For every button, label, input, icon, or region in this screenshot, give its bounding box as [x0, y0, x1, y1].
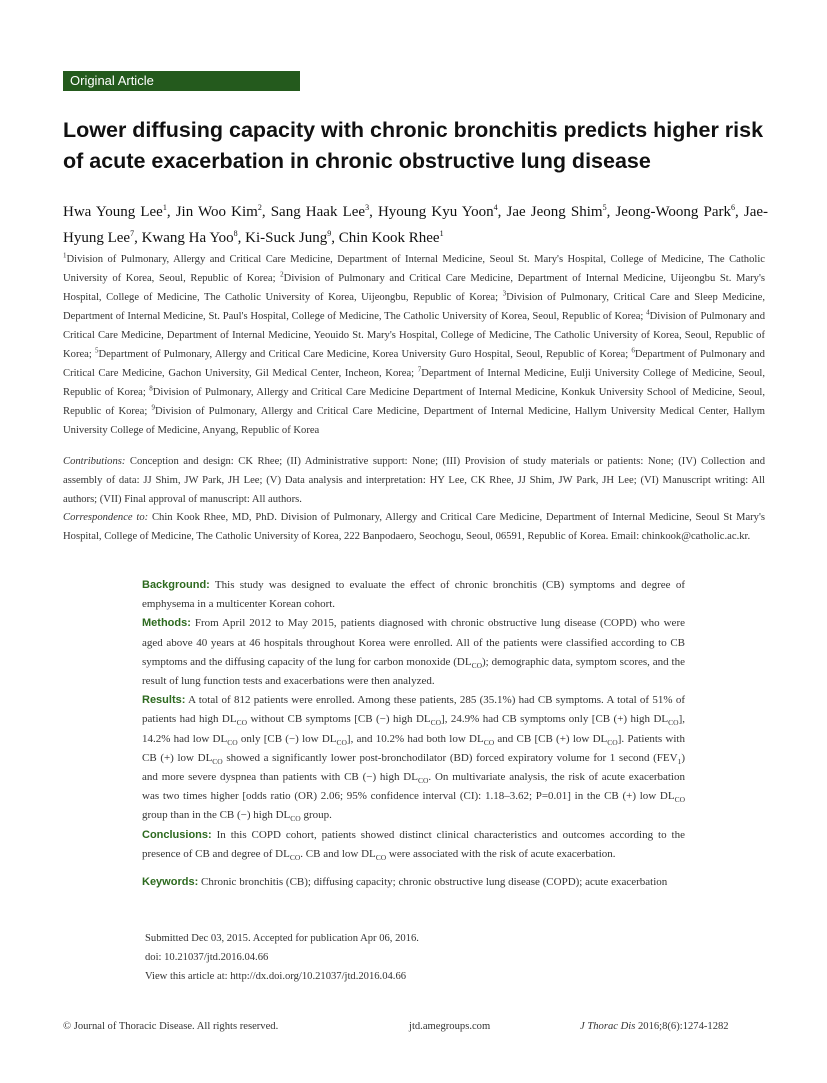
- section-label: Background:: [142, 579, 210, 591]
- affiliation-text: Division of Pulmonary, Allergy and Critical Care Medicine, Department of Internal Medicine, Hallym University Medical Center, Hallym University College of Medicine, Anyang, Republic of Korea: [63, 406, 766, 436]
- doi: doi: 10.21037/jtd.2016.04.66: [145, 952, 269, 963]
- journal-abbrev: J Thorac Dis: [580, 1021, 636, 1032]
- affiliation-number: 3: [502, 289, 507, 298]
- affiliation-text: Department of Internal Medicine, Eulji University College of Medicine, Seoul, Republic of Korea;: [63, 368, 765, 398]
- abstract: [142, 576, 685, 892]
- subscript: CO: [607, 737, 618, 747]
- affiliation-text: Division of Pulmonary, Critical Care and Sleep Medicine, Department of Internal Medicine, St. Paul's Hospital, College of Medicine, The Catholic University of Korea, Seoul, Republic of Korea;: [63, 292, 765, 322]
- author: [378, 204, 498, 220]
- text: were associated with the risk of acute exacerbation.: [386, 847, 616, 860]
- article-type-badge: Original Article: [63, 71, 300, 91]
- affiliation-text: Department of Pulmonary, Allergy and Critical Care Medicine, Korea University Guro Hospital, Seoul, Republic of Korea;: [98, 349, 632, 360]
- affiliation: [63, 403, 766, 436]
- keywords-label: Keywords:: [142, 876, 199, 889]
- author: [615, 204, 735, 220]
- text: only [CB (−) low DL: [237, 732, 337, 745]
- abstract-section-methods: [142, 614, 685, 691]
- journal-site-link[interactable]: jtd.amegroups.com: [409, 1021, 491, 1032]
- author-affiliation-number: 4: [493, 203, 498, 212]
- correspondence-text: Chin Kook Rhee, MD, PhD. Division of Pulmonary, Allergy and Critical Care Medicine, Department of Internal Medicine, Seoul St Mary's Hospital, College of Medicine, The Catholic University of Korea, 222 Banpodaero, Seochogu, Seoul, 06591, Republic of Korea. Email: chinkook@catholic.ac.kr.: [63, 512, 765, 542]
- affiliation-number: 8: [149, 384, 153, 393]
- citation-text: 2016;8(6):1274-1282: [635, 1021, 729, 1032]
- correspondence: [63, 508, 765, 546]
- subscript: CO: [227, 737, 238, 747]
- article-link[interactable]: View this article at: http://dx.doi.org/10.21037/jtd.2016.04.66: [145, 971, 407, 982]
- contributions-label: Contributions:: [63, 456, 126, 467]
- subscript: 1: [677, 757, 682, 767]
- text: ); demographic data, symptom scores, and the result of lung function tests and exacerbations were then analyzed.: [142, 655, 685, 688]
- text: ) and more severe dyspnea than patients with CB (−) high DL: [142, 751, 685, 784]
- author-affiliation-number: 5: [602, 203, 607, 212]
- text: group than in the CB (−) high DL: [142, 809, 291, 822]
- correspondence-label: Correspondence to:: [63, 512, 149, 523]
- subscript: CO: [336, 737, 347, 747]
- affiliation-text: Division of Pulmonary, Allergy and Critical Care Medicine Department of Internal Medicine, Konkuk University School of Medicine, Seoul, Republic of Korea;: [63, 387, 765, 417]
- text: showed a significantly lower post-bronchodilator (BD) forced expiratory volume for 1 second (FEV: [222, 751, 678, 764]
- author-name: Jae-Hyung Lee: [63, 204, 769, 246]
- text: ]. Patients with CB (+) low DL: [142, 732, 685, 764]
- author: [176, 204, 262, 220]
- affiliation: [95, 346, 632, 360]
- text: . On multivariate analysis, the risk of acute exacerbation was two times higher [odds ratio (OR) 2.06; 95% confidence interval (CI): 1.18–3.62; P=0.01] in the CB (+) low DL: [142, 771, 685, 803]
- text: From April 2012 to May 2015, patients diagnosed with chronic obstructive lung disease (COPD) who were aged above 40 years at 46 hospitals throughout Korea were enrolled. All of the patients were classified according to CB symptoms and the diffusing capacity of the lung for carbon monoxide (DL: [142, 617, 685, 668]
- affiliation-text: Division of Pulmonary and Critical Care Medicine, Department of Internal Medicine, Yeouido St. Mary's Hospital, College of Medicine, The Catholic University of Korea, Seoul, Republic of Korea;: [63, 311, 765, 360]
- author: [507, 204, 607, 220]
- affiliation-number: 7: [417, 365, 422, 374]
- text: This study was designed to evaluate the effect of chronic bronchitis (CB) symptoms and degree of emphysema in a multicenter Korean cohort.: [142, 579, 685, 611]
- subscript: CO: [289, 853, 301, 863]
- author-name: Sang Haak Lee: [270, 204, 366, 220]
- author: [271, 204, 369, 220]
- affiliation-number: 9: [151, 403, 155, 412]
- affiliation-text: Division of Pulmonary, Allergy and Critical Care Medicine, Department of Internal Medicine, Seoul St. Mary's Hospital, College of Medicine, The Catholic University of Korea, Seoul, Republic of Korea;: [63, 254, 765, 284]
- author-list: Hwa Young Lee$^1$, Jin Woo Kim$^2$, Sang Haak Lee$^3$, Hyoung Kyu Yoon$^4$, Jae Jeong Shim$^5$, Jeong-Woong Park$^6$, Jae-Hyung Lee$^7$, Kwang Ha Yoo$^8$, Ki-Suck Jung$^9$, Chin Kook Rhee$^1$: [63, 203, 769, 246]
- author-name: Jeong-Woong Park: [615, 204, 732, 220]
- keywords-text: Chronic bronchitis (CB); diffusing capacity; chronic obstructive lung disease (COPD); acute exacerbation: [198, 876, 668, 889]
- citation: [580, 1021, 729, 1032]
- author: [339, 230, 444, 246]
- text: group.: [300, 809, 332, 822]
- author-affiliation-number: 1: [162, 203, 167, 212]
- author-affiliation-number: 9: [327, 229, 332, 238]
- contributions: [63, 452, 765, 509]
- author-name: Hwa Young Lee: [63, 204, 163, 220]
- affiliations: [63, 250, 765, 440]
- author-name: Jin Woo Kim: [175, 204, 258, 220]
- author-affiliation-number: 6: [731, 203, 736, 212]
- author: [245, 230, 331, 246]
- subscript: CO: [430, 718, 442, 728]
- author-name: Jae Jeong Shim: [506, 204, 603, 220]
- subscript: CO: [212, 757, 223, 767]
- keywords: [142, 873, 685, 892]
- author-name: Ki-Suck Jung: [245, 230, 328, 246]
- copyright: © Journal of Thoracic Disease. All rights reserved.: [63, 1021, 279, 1032]
- author-affiliation-number: 8: [233, 229, 238, 238]
- section-label: Results:: [142, 694, 186, 707]
- subscript: CO: [375, 853, 387, 863]
- article-title: Lower diffusing capacity with chronic bronchitis predicts higher risk of acute exacerbation in chronic obstructive lung disease: [63, 118, 764, 173]
- affiliation-number: 6: [631, 346, 635, 355]
- abstract-section-results: [142, 691, 685, 825]
- author-name: Kwang Ha Yoo: [141, 230, 234, 246]
- affiliation-number: 1: [63, 251, 67, 260]
- subscript: CO: [674, 795, 685, 805]
- author: [142, 230, 238, 246]
- contributions-text: Conception and design: CK Rhee; (II) Administrative support: None; (III) Provision of study materials or patients: None; (IV) Collection and assembly of data: JJ Shim, JW Park, JH Lee; (V) Data analysis and interpretation: HY Lee, CK Rhee, JJ Shim, JW Park, JH Lee; (VI) Manuscript writing: All authors; (VII) Final approval of manuscript: All authors.: [63, 456, 765, 505]
- publication-info: [145, 929, 419, 986]
- affiliation-text: Division of Pulmonary and Critical Care Medicine, Department of Internal Medicine, Uijeongbu St. Mary's Hospital, College of Medicine, The Catholic University of Korea, Uijeongbu, Republic of Korea;: [63, 273, 765, 303]
- text: ], and 10.2% had both low DL: [346, 732, 484, 745]
- author-name: Hyoung Kyu Yoon: [377, 204, 494, 220]
- section-label: Methods:: [142, 617, 191, 630]
- text: ], 14.2% had low DL: [142, 713, 685, 745]
- text: without CB symptoms [CB (−) high DL: [247, 713, 431, 726]
- subscript: CO: [290, 814, 301, 824]
- author-affiliation-number: 7: [130, 229, 135, 238]
- text: A total of 812 patients were enrolled. Among these patients, 285 (35.1%) had CB symptoms. A total of 51% of patients had high DL: [142, 694, 685, 726]
- affiliation-number: 4: [646, 308, 650, 317]
- subscript: CO: [668, 718, 679, 728]
- text: ], 24.9% had CB symptoms only [CB (+) high DL: [441, 713, 669, 726]
- text: In this COPD cohort, patients showed distinct clinical characteristics and outcomes according to the presence of CB and degree of DL: [142, 828, 685, 860]
- affiliation-number: 5: [95, 346, 99, 355]
- text: and CB [CB (+) low DL: [494, 732, 608, 745]
- affiliation-number: 2: [280, 270, 284, 279]
- subscript: CO: [417, 776, 429, 786]
- submitted-date: Submitted Dec 03, 2015. Accepted for publication Apr 06, 2016.: [145, 933, 419, 944]
- author-affiliation-number: 1: [439, 229, 444, 238]
- author-affiliation-number: 3: [365, 203, 370, 212]
- author-affiliation-number: 2: [257, 203, 262, 212]
- subscript: CO: [483, 737, 495, 747]
- subscript: CO: [236, 718, 248, 728]
- author: [63, 204, 167, 220]
- abstract-section-background: [142, 576, 685, 614]
- affiliation-text: Department of Pulmonary and Critical Care Medicine, Gachon University, Gil Medical Center, Incheon, Korea;: [63, 349, 765, 379]
- subscript: CO: [471, 661, 483, 670]
- author-name: Chin Kook Rhee: [338, 230, 440, 246]
- abstract-section-conclusions: [142, 826, 685, 864]
- section-label: Conclusions:: [142, 828, 212, 841]
- text: . CB and low DL: [300, 847, 376, 860]
